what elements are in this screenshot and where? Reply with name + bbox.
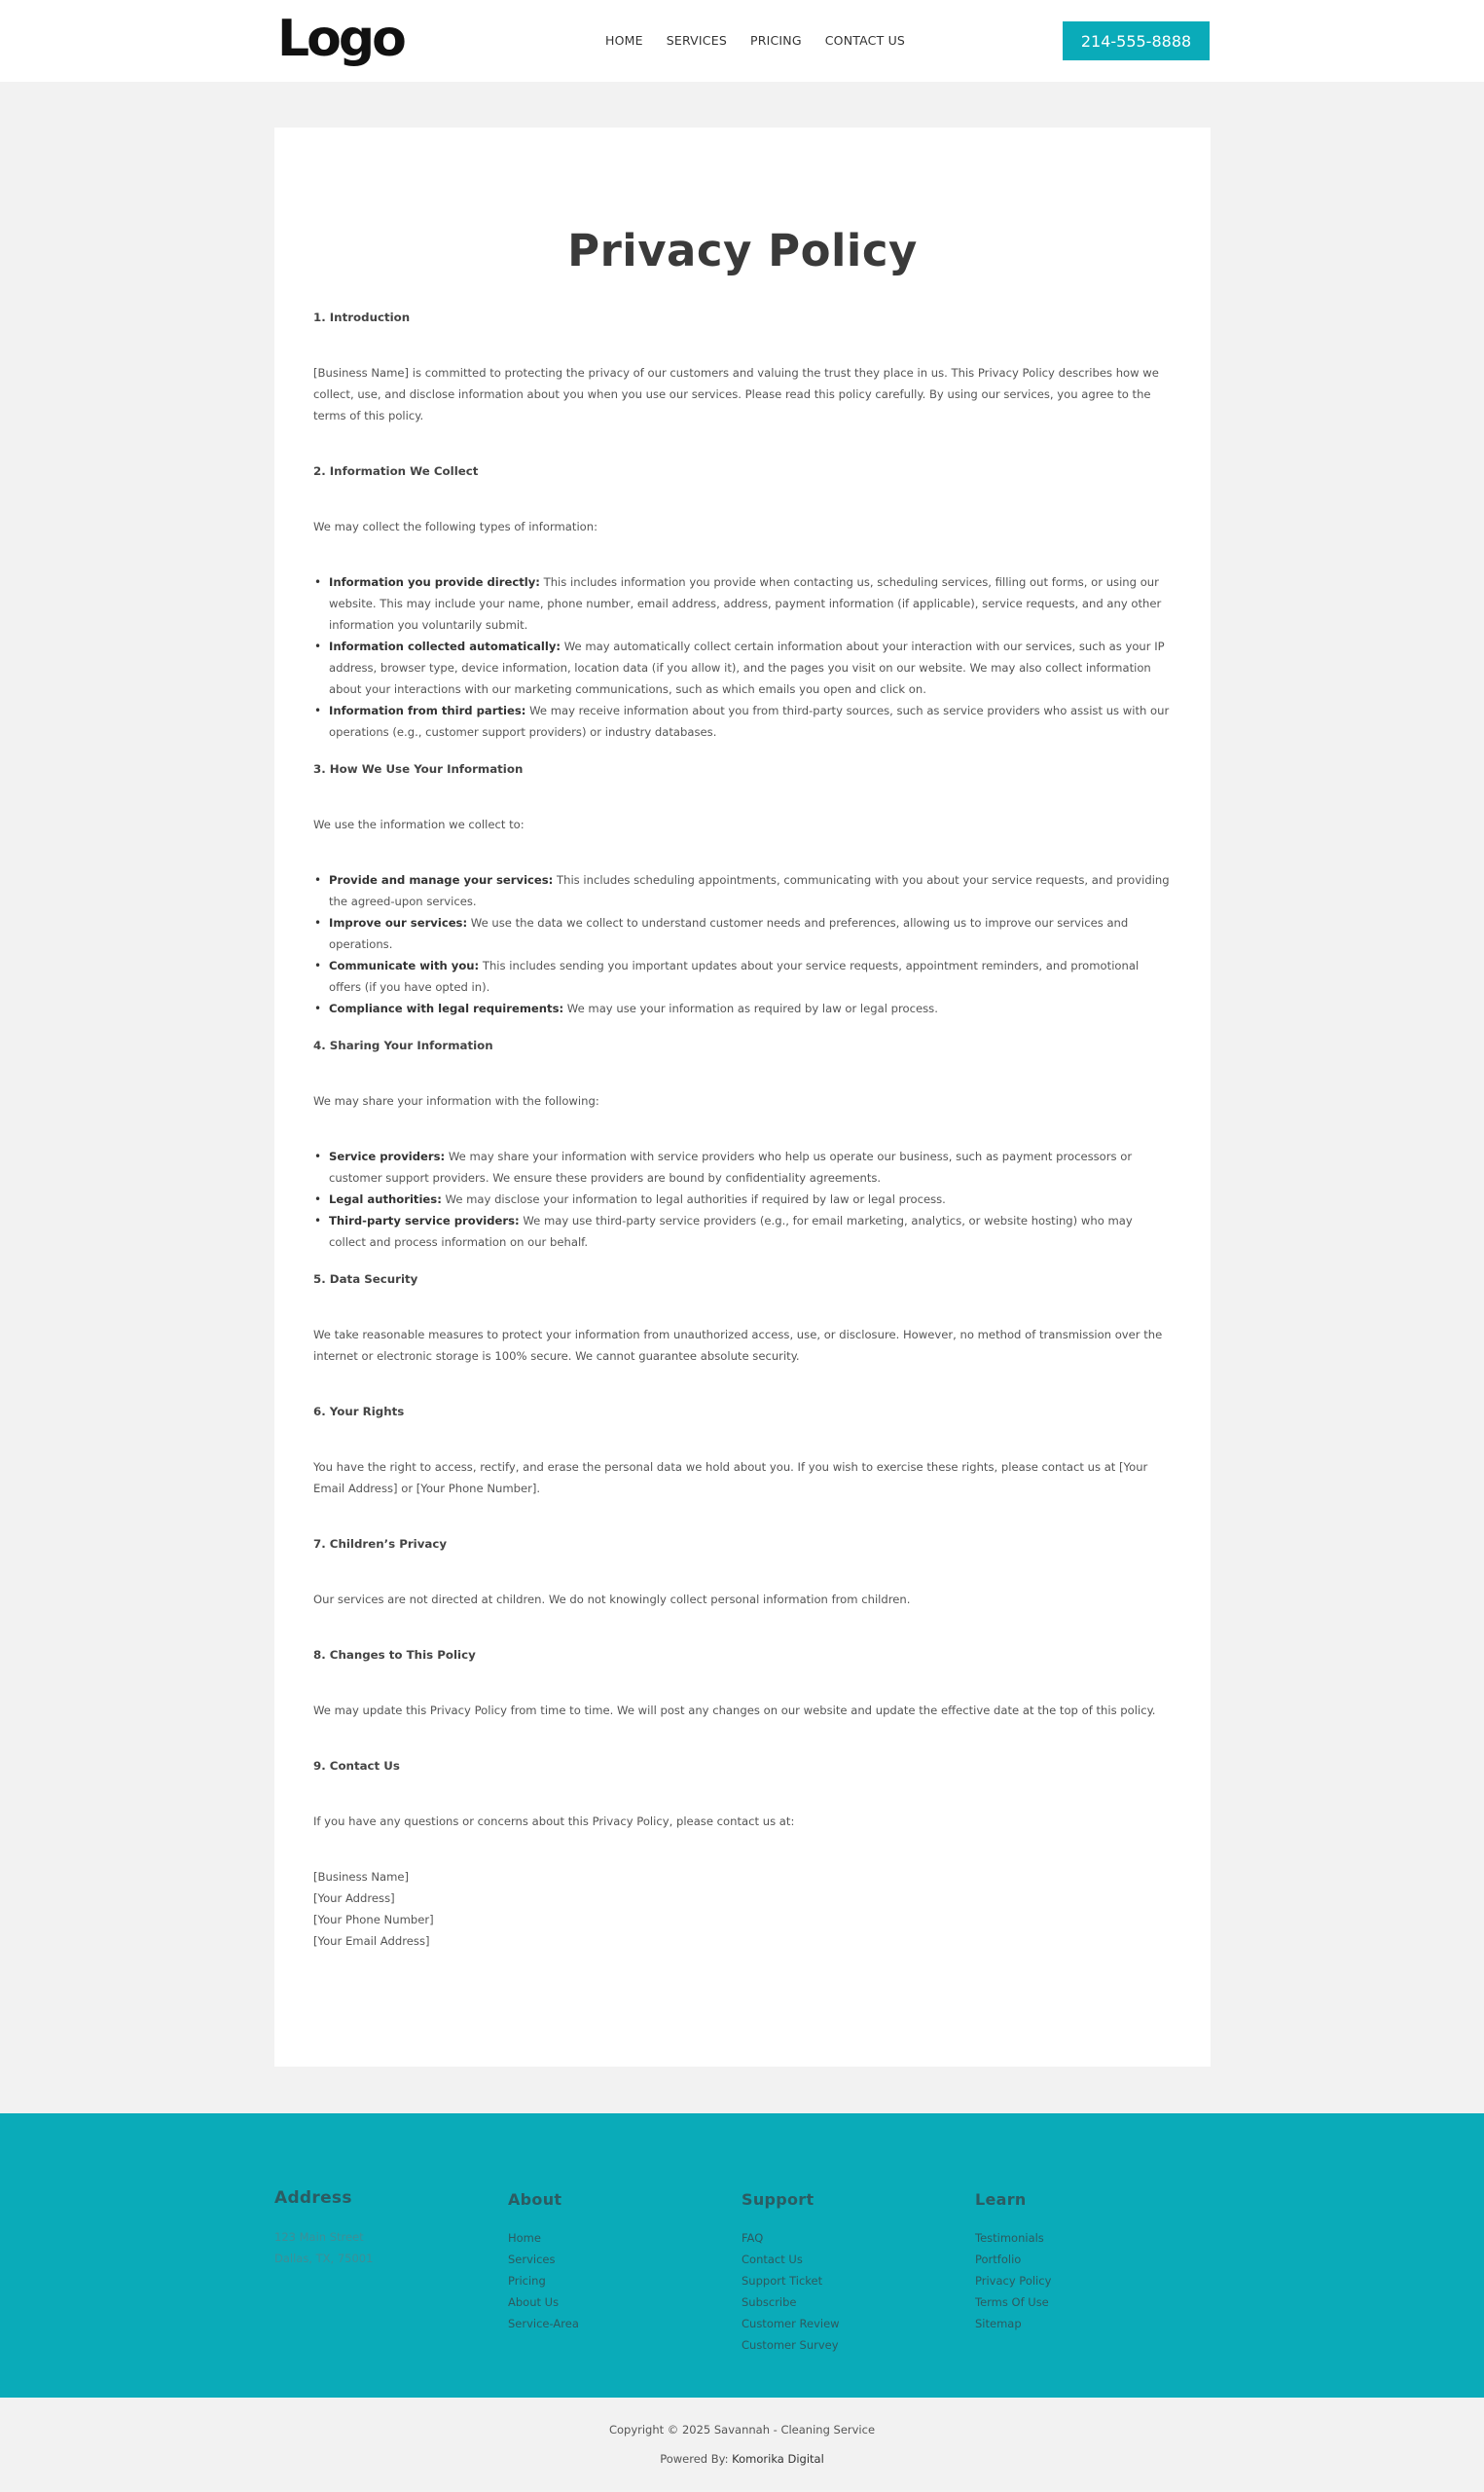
section-text: We may update this Privacy Policy from time to time. We will post any changes on our website and update the effective date at the top of this policy. [313,1704,1156,1717]
section-heading: 4. Sharing Your Information [313,1039,493,1052]
policy-content [313,307,1170,1952]
list-item: • Communicate with you: This includes sending you important updates about your service requests, appointment reminders, and promotional offers (if you have opted in). [329,955,1170,998]
contact-line: [Business Name] [313,1870,410,1884]
footer-link-sitemap[interactable]: Sitemap [975,2317,1022,2330]
footer-link-home[interactable]: Home [508,2231,541,2245]
site-footer [0,2113,1484,2398]
footer-link-customer-survey[interactable]: Customer Survey [742,2338,839,2352]
copyright-text: Copyright © 2025 Savannah - Cleaning Service [608,2423,876,2437]
nav-home[interactable]: HOME [605,33,643,48]
list-item: • Information you provide directly: This includes information you provide when contacting us, scheduling services, filling out forms, or using our website. This may include your name, phone number, email address, address, payment information (if applicable), service requests, and any other information you voluntarily submit. [329,571,1170,636]
section-heading: 7. Children’s Privacy [313,1537,448,1551]
section-intro: We use the information we collect to: [313,818,525,831]
footer-link-subscribe[interactable]: Subscribe [742,2295,797,2309]
site-header [0,0,1484,82]
footer-link-testimonials[interactable]: Testimonials [975,2231,1044,2245]
section-heading: 6. Your Rights [313,1405,405,1418]
footer-link-about-us[interactable]: About Us [508,2295,560,2309]
list-item: • Legal authorities: We may disclose your information to legal authorities if required by law or legal process. [329,1189,1170,1210]
footer-link-faq[interactable]: FAQ [742,2231,764,2245]
footer-heading: Support [742,2190,814,2209]
list-item: • Information from third parties: We may receive information about you from third-party sources, such as service providers who assist us with our operations (e.g., customer support providers) or industry databases. [329,700,1170,743]
content-card [274,128,1211,2067]
powered-by [0,2452,1484,2466]
nav-contact-us[interactable]: CONTACT US [824,33,906,48]
footer-address-line: 123 Main Street [274,2230,364,2244]
list-item: • Improve our services: We use the data we collect to understand customer needs and preferences, allowing us to improve our services and operations. [329,912,1170,955]
section-text: Our services are not directed at children. We do not knowingly collect personal information from children. [313,1593,911,1606]
footer-heading: About [508,2190,562,2209]
section-intro: We may share your information with the following: [313,1094,599,1108]
footer-link-terms-of-use[interactable]: Terms Of Use [975,2295,1049,2309]
bullet-list [329,571,1170,743]
section-heading: 8. Changes to This Policy [313,1648,476,1662]
contact-line: [Your Email Address] [313,1934,430,1948]
list-item: • Information collected automatically: We may automatically collect certain information about your interaction with our services, such as your IP address, browser type, device information, location data (if you allow it), and the pages you visit on our website. We may also collect information about your interactions with our marketing communications, such as which emails you open and click on. [329,636,1170,700]
footer-link-contact-us[interactable]: Contact Us [742,2253,803,2266]
section-heading: 3. How We Use Your Information [313,762,524,776]
section-text: [Business Name] is committed to protecting the privacy of our customers and valuing the trust they place in us. This Privacy Policy describes how we collect, use, and disclose information about you when you use our services. Please read this policy carefully. By using our services, you agree to the terms of this policy. [313,366,1159,422]
nav-pricing[interactable]: PRICING [749,33,802,48]
footer-link-portfolio[interactable]: Portfolio [975,2253,1022,2266]
list-item: • Service providers: We may share your information with service providers who help us operate our business, such as payment processors or customer support providers. We ensure these providers are bound by confidentiality agreements. [329,1146,1170,1189]
footer-address-column [274,2188,489,2269]
section-text: We take reasonable measures to protect your information from unauthorized access, use, or disclosure. However, no method of transmission over the internet or electronic storage is 100% secure. We cannot guarantee absolute security. [313,1328,1163,1363]
page-title: Privacy Policy [567,225,918,276]
contact-line: [Your Address] [313,1891,395,1905]
section-text: You have the right to access, rectify, and erase the personal data we hold about you. If you wish to exercise these rights, please contact us at [Your Email Address] or [Your Phone Number]. [313,1460,1148,1495]
section-heading: 1. Introduction [313,311,411,324]
section-text: If you have any questions or concerns about this Privacy Policy, please contact us at: [313,1814,795,1828]
footer-address-line: Dallas, TX, 75001 [274,2252,374,2265]
bullet-list [329,1146,1170,1253]
nav-services[interactable]: SERVICES [666,33,727,48]
footer-heading: Address [274,2188,352,2208]
list-item: • Third-party service providers: We may use third-party service providers (e.g., for email marketing, analytics, or website hosting) who may collect and process information on our behalf. [329,1210,1170,1253]
section-heading: 2. Information We Collect [313,464,479,478]
footer-heading: Learn [975,2190,1027,2209]
footer-link-service-area[interactable]: Service-Area [508,2317,579,2330]
powered-by-link[interactable]: Komorika Digital [732,2452,824,2466]
section-intro: We may collect the following types of information: [313,520,598,533]
footer-learn-column [975,2190,1189,2334]
phone-button[interactable]: 214-555-8888 [1063,21,1210,60]
powered-by-label: Powered By: [660,2452,729,2466]
site-logo[interactable]: Logo [277,10,404,68]
list-item: • Compliance with legal requirements: We may use your information as required by law or legal process. [329,998,1170,1019]
contact-line: [Your Phone Number] [313,1913,434,1926]
list-item: • Provide and manage your services: This includes scheduling appointments, communicating with you about your service requests, and providing the agreed-upon services. [329,869,1170,912]
footer-link-privacy-policy[interactable]: Privacy Policy [975,2274,1052,2288]
footer-link-services[interactable]: Services [508,2253,556,2266]
footer-link-support-ticket[interactable]: Support Ticket [742,2274,823,2288]
main-nav [605,33,928,48]
bullet-list [329,869,1170,1019]
section-heading: 5. Data Security [313,1272,418,1286]
footer-about-column [508,2190,722,2334]
footer-link-pricing[interactable]: Pricing [508,2274,546,2288]
footer-link-customer-review[interactable]: Customer Review [742,2317,840,2330]
bottom-bar [0,2398,1484,2492]
footer-support-column [742,2190,956,2356]
section-heading: 9. Contact Us [313,1759,400,1773]
